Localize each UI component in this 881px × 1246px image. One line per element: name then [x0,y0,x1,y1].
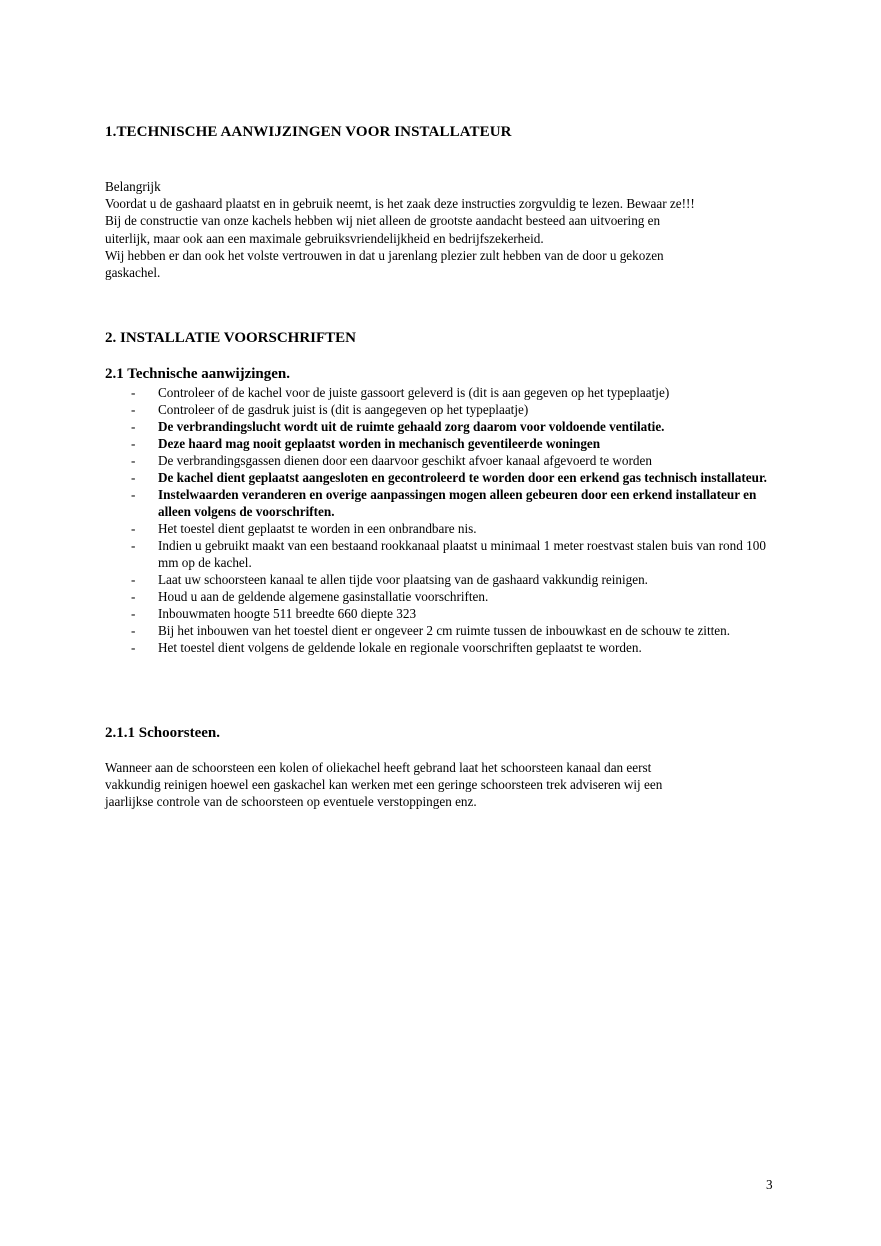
list-item [105,452,785,469]
list-item-text: Het toestel dient volgens de geldende lokale en regionale voorschriften geplaatst te worden. [158,640,642,655]
list-item [105,469,785,486]
list-item-text: De kachel dient geplaatst aangesloten en gecontroleerd te worden door een erkend gas technisch installateur. [158,470,767,485]
list-item [105,486,785,520]
intro-line: Bij de constructie van onze kachels hebben wij niet alleen de grootste aandacht besteed aan uitvoering en [105,213,661,229]
intro-line: Voordat u de gashaard plaatst en in gebruik neemt, is het zaak deze instructies zorgvuldig te lezen. Bewaar ze!!! [105,196,695,212]
list-item-text: Bij het inbouwen van het toestel dient er ongeveer 2 cm ruimte tussen de inbouwkast en de schouw te zitten. [158,623,731,638]
list-item-text: Indien u gebruikt maakt van een bestaand rookkanaal plaatst u minimaal 1 meter roestvast stalen buis van rond 100 mm op de kachel. [158,538,766,570]
list-item [105,588,785,605]
technical-instructions-list [105,384,785,656]
intro-line: Belangrijk [105,179,161,194]
chimney-line: jaarlijkse controle van de schoorsteen op eventuele verstoppingen enz. [105,794,477,810]
list-item [105,520,785,537]
intro-line: uiterlijk, maar ook aan een maximale gebruiksvriendelijkheid en bedrijfszekerheid. [105,230,544,246]
bullet-dash: - [131,538,136,553]
intro-line: Wij hebben er dan ook het volste vertrouwen in dat u jarenlang plezier zult hebben van de door u gekozen [105,247,664,263]
list-item [105,622,785,639]
list-item [105,605,785,622]
list-item [105,571,785,588]
list-item-text: Controleer of de gasdruk juist is (dit is aangegeven op het typeplaatje) [158,402,529,417]
bullet-dash: - [131,453,136,468]
bullet-dash: - [131,470,136,485]
bullet-dash: - [131,606,136,621]
intro-line: gaskachel. [105,265,161,281]
bullet-dash: - [131,487,136,502]
page-number: 3 [766,1177,773,1192]
bullet-dash: - [131,521,136,536]
list-item-text: De verbrandingslucht wordt uit de ruimte gehaald zorg daarom voor voldoende ventilatie. [158,419,665,434]
list-item-text: Inbouwmaten hoogte 511 breedte 660 diepte 323 [158,606,417,621]
list-item [105,435,785,452]
bullet-dash: - [131,402,136,417]
list-item-text: Instelwaarden veranderen en overige aanpassingen mogen alleen gebeuren door een erkend installateur en alleen volgens de voorschriften. [158,487,757,519]
list-item [105,537,785,571]
bullet-dash: - [131,640,136,655]
bullet-dash: - [131,385,136,400]
section-2-1-title: 2.1 Technische aanwijzingen. [105,366,291,382]
chimney-line: Wanneer aan de schoorsteen een kolen of oliekachel heeft gebrand laat het schoorsteen kanaal dan eerst [105,760,652,775]
bullet-dash: - [131,623,136,638]
list-item [105,401,785,418]
list-item-text: Het toestel dient geplaatst te worden in een onbrandbare nis. [158,521,477,536]
section-1-title: 1.TECHNISCHE AANWIJZINGEN VOOR INSTALLATEUR [105,124,512,140]
intro-paragraph [105,178,785,281]
bullet-dash: - [131,572,136,587]
section-2-title: 2. INSTALLATIE VOORSCHRIFTEN [105,330,357,346]
list-item [105,418,785,435]
list-item [105,384,785,401]
chimney-line: vakkundig reinigen hoewel een gaskachel kan werken met een geringe schoorsteen trek adviseren wij een [105,777,663,793]
chimney-paragraph [105,759,785,811]
list-item [105,639,785,656]
list-item-text: Laat uw schoorsteen kanaal te allen tijde voor plaatsing van de gashaard vakkundig reinigen. [158,572,648,587]
list-item-text: Controleer of de kachel voor de juiste gassoort geleverd is (dit is aan gegeven op het typeplaatje) [158,385,670,400]
list-item-text: Houd u aan de geldende algemene gasinstallatie voorschriften. [158,589,489,604]
bullet-dash: - [131,436,136,451]
list-item-text: De verbrandingsgassen dienen door een daarvoor geschikt afvoer kanaal afgevoerd te worden [158,453,652,468]
section-2-1-1-title: 2.1.1 Schoorsteen. [105,725,220,741]
list-item-text: Deze haard mag nooit geplaatst worden in mechanisch geventileerde woningen [158,436,601,451]
bullet-dash: - [131,419,136,434]
bullet-dash: - [131,589,136,604]
